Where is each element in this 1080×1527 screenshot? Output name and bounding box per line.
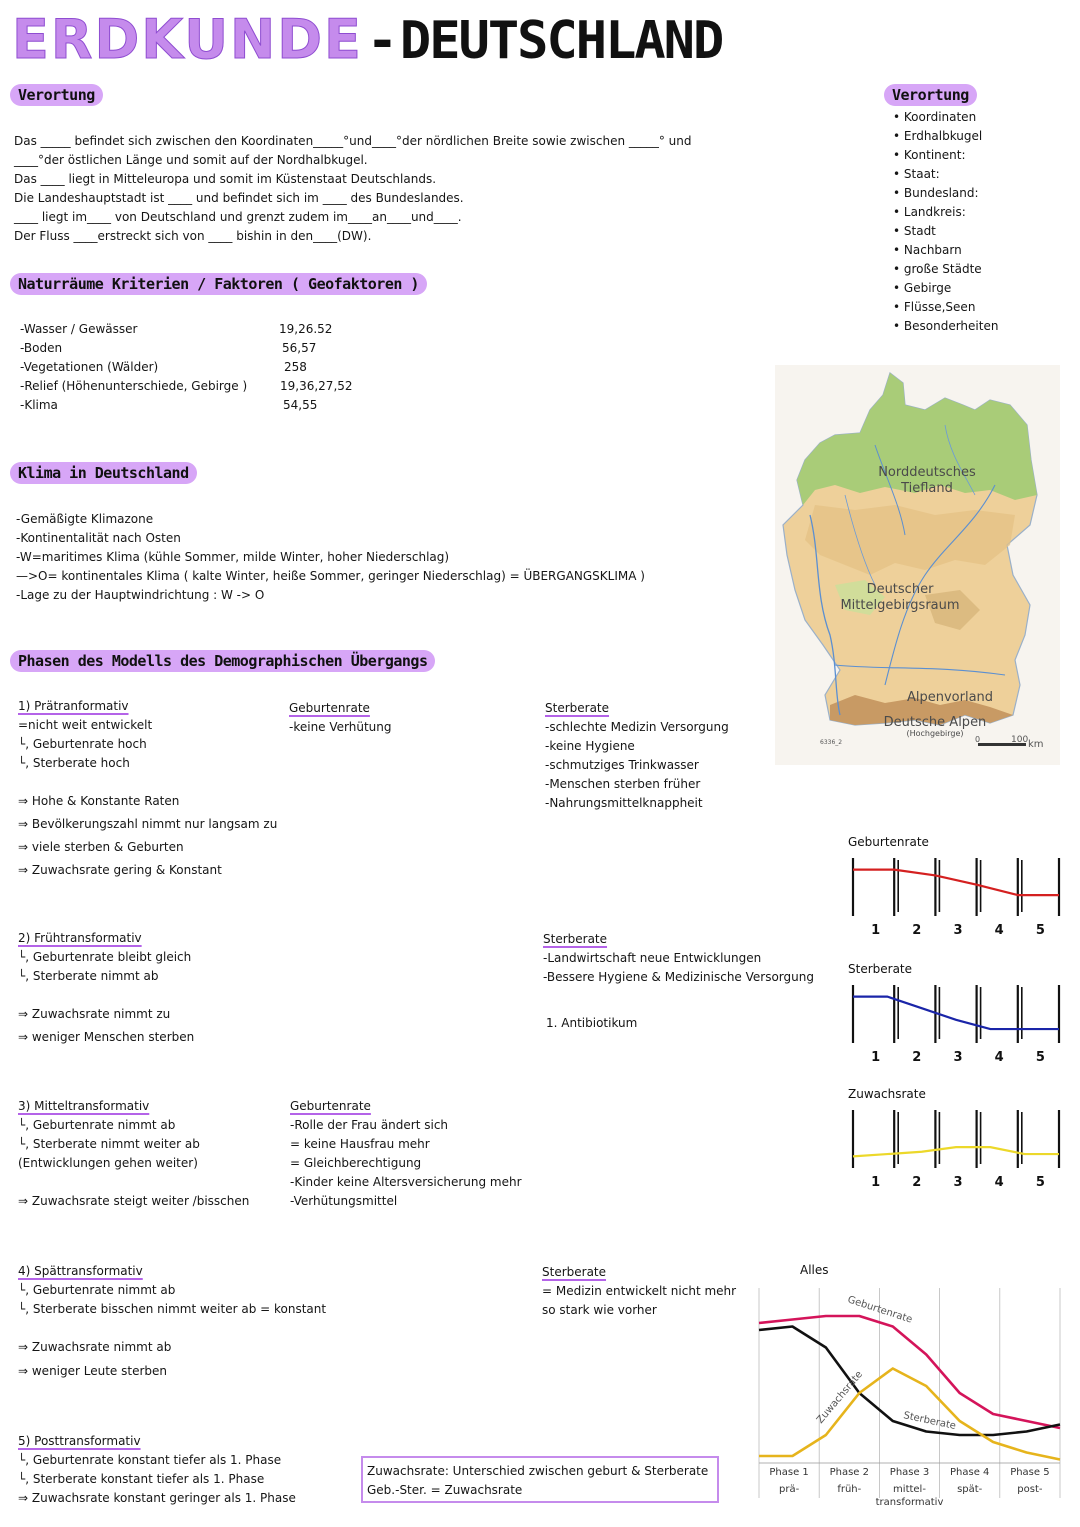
phase-1-st: -schlechte Medizin Versorgung bbox=[545, 720, 729, 734]
verortung-checklist-heading: Verortung bbox=[884, 84, 977, 106]
phase-tick-label: 2 bbox=[912, 923, 922, 938]
phase-1-st-heading: Sterberate bbox=[545, 701, 610, 715]
chart-title: Zuwachsrate bbox=[848, 1087, 926, 1101]
phase-2-left: └, Geburtenrate bleibt gleich bbox=[18, 950, 192, 964]
phase-2-st-extra: 1. Antibiotikum bbox=[546, 1016, 638, 1030]
map-label-mittelgebirgsraum: Mittelgebirgsraum bbox=[840, 598, 960, 613]
map-scale-zero: 0 bbox=[975, 735, 981, 744]
map-scale-unit: km bbox=[1028, 739, 1044, 750]
chart-alles-svg bbox=[755, 1258, 1065, 1516]
checklist-item: • Flüsse,Seen bbox=[893, 300, 976, 314]
phase-1-left: └, Geburtenrate hoch bbox=[18, 737, 147, 751]
chart-title: Sterberate bbox=[848, 962, 913, 976]
naturraeume-pages: 56,57 bbox=[282, 341, 317, 355]
klima-line: -W=maritimes Klima (kühle Sommer, milde Winter, hoher Niederschlag) bbox=[16, 550, 450, 564]
phase-1-st: -schmutziges Trinkwasser bbox=[545, 758, 699, 772]
klima-heading: Klima in Deutschland bbox=[10, 462, 197, 484]
phase-tick-label: 5 bbox=[1035, 1050, 1045, 1065]
phase-3-geb: = Gleichberechtigung bbox=[290, 1156, 422, 1170]
phase-3-geb: -Rolle der Frau ändert sich bbox=[290, 1118, 449, 1132]
phase-tick-label: 2 bbox=[912, 1050, 922, 1065]
klima-line: —>O= kontinentales Klima ( kalte Winter, heiße Sommer, geringer Niederschlag) = ÜBERGANGSKLIMA ) bbox=[16, 569, 645, 583]
phase-1-title: 1) Prätranformativ bbox=[18, 699, 129, 713]
phase-3-geb: -Kinder keine Altersversicherung mehr bbox=[290, 1175, 522, 1189]
naturraeume-pages: 19,36,27,52 bbox=[280, 379, 353, 393]
klima-line: -Lage zu der Hauptwindrichtung : W -> O bbox=[16, 588, 265, 602]
series-line bbox=[853, 997, 1059, 1029]
naturraeume-pages: 19,26.52 bbox=[279, 322, 333, 336]
phase-3-arrow: ⇒ Zuwachsrate steigt weiter /bisschen bbox=[18, 1194, 250, 1208]
chart-geburtenrate-svg bbox=[845, 830, 1075, 940]
phase-1-st: -Menschen sterben früher bbox=[545, 777, 701, 791]
phase-label: Phase 1 bbox=[769, 1467, 809, 1478]
checklist-item: • Bundesland: bbox=[893, 186, 979, 200]
series-line bbox=[853, 870, 1059, 896]
phase-label: Phase 3 bbox=[889, 1467, 930, 1478]
phase-2-st: -Bessere Hygiene & Medizinische Versorgung bbox=[543, 970, 814, 984]
title-erdkunde: ERDKUNDE bbox=[12, 8, 363, 71]
phase-3-geb: -Verhütungsmittel bbox=[290, 1194, 398, 1208]
verortung-line: Die Landeshauptstadt ist ____ und befindet sich im ____ des Bundeslandes. bbox=[14, 191, 464, 205]
phase-tick-label: 5 bbox=[1035, 923, 1045, 938]
map-label-deutsche-alpen: Deutsche Alpen bbox=[883, 715, 987, 730]
phase-tick-label: 3 bbox=[953, 1050, 963, 1065]
phase-tick-label: 3 bbox=[953, 923, 963, 938]
title-dash: - bbox=[366, 11, 397, 71]
phase-4-arrow: ⇒ weniger Leute sterben bbox=[18, 1364, 167, 1378]
chart-sterberate bbox=[845, 957, 1075, 1067]
checklist-item: • Nachbarn bbox=[893, 243, 962, 257]
klima-line: -Kontinentalität nach Osten bbox=[16, 531, 181, 545]
checklist-item: • Stadt bbox=[893, 224, 936, 238]
checklist-item: • Landkreis: bbox=[893, 205, 966, 219]
naturraeume-pages: 258 bbox=[284, 360, 307, 374]
map-label-norddeutsches: Norddeutsches bbox=[878, 465, 976, 480]
phase-label: Phase 4 bbox=[949, 1467, 990, 1478]
phase-1-arrow: ⇒ Bevölkerungszahl nimmt nur langsam zu bbox=[18, 817, 278, 831]
checklist-item: • Erdhalbkugel bbox=[893, 129, 983, 143]
phase-tick-label: 1 bbox=[871, 1175, 881, 1190]
phase-tick-label: 5 bbox=[1035, 1175, 1045, 1190]
checklist-item: • Besonderheiten bbox=[893, 319, 999, 333]
map-label-hochgebirge: (Hochgebirge) bbox=[906, 729, 964, 738]
checklist-item: • Kontinent: bbox=[893, 148, 966, 162]
phase-1-geb: -keine Verhütung bbox=[289, 720, 392, 734]
map-svg bbox=[775, 365, 1060, 765]
phase-tick-label: 4 bbox=[994, 1175, 1004, 1190]
naturraeume-heading: Naturräume Kriterien / Faktoren ( Geofaktoren ) bbox=[10, 273, 427, 295]
phase-1-left: =nicht weit entwickelt bbox=[18, 718, 153, 732]
series-label-geburtenrate: Geburtenrate bbox=[846, 1294, 914, 1326]
phase-sublabel: früh- bbox=[837, 1484, 862, 1495]
phase-5-left: └, Sterberate konstant tiefer als 1. Phase bbox=[18, 1472, 265, 1486]
phasen-heading: Phasen des Modells des Demographischen Übergangs bbox=[10, 650, 435, 672]
phase-2-title: 2) Frühtransformativ bbox=[18, 931, 142, 945]
map-label-tiefland: Tiefland bbox=[901, 481, 953, 496]
checklist-item: • Gebirge bbox=[893, 281, 952, 295]
chart-zuwachsrate-svg bbox=[845, 1082, 1075, 1192]
phase-tick-label: 4 bbox=[994, 1050, 1004, 1065]
phase-4-left: └, Sterberate bisschen nimmt weiter ab = konstant bbox=[18, 1302, 327, 1316]
naturraeume-label: -Relief (Höhenunterschiede, Gebirge ) bbox=[20, 379, 248, 393]
chart-title: Alles bbox=[800, 1263, 829, 1277]
phase-4-left: └, Geburtenrate nimmt ab bbox=[18, 1283, 176, 1297]
phase-3-geb-heading: Geburtenrate bbox=[290, 1099, 371, 1113]
definition-line: Geb.-Ster. = Zuwachsrate bbox=[367, 1483, 523, 1497]
phase-sublabel: post- bbox=[1017, 1484, 1043, 1495]
phase-1-st: -Nahrungsmittelknappheit bbox=[545, 796, 703, 810]
phase-sublabel: spät- bbox=[957, 1484, 983, 1495]
phase-3-left: └, Sterberate nimmt weiter ab bbox=[18, 1137, 200, 1151]
phase-3-left: (Entwicklungen gehen weiter) bbox=[18, 1156, 198, 1170]
map-label-deutscher: Deutscher bbox=[866, 582, 934, 597]
phase-tick-label: 1 bbox=[871, 1050, 881, 1065]
map-label-alpenvorland: Alpenvorland bbox=[906, 690, 994, 705]
phase-1-arrow: ⇒ Zuwachsrate gering & Konstant bbox=[18, 863, 222, 877]
phase-tick-label: 1 bbox=[871, 923, 881, 938]
naturraeume-label: -Klima bbox=[20, 398, 58, 412]
phase-2-st: -Landwirtschaft neue Entwicklungen bbox=[543, 951, 762, 965]
checklist-item: • große Städte bbox=[893, 262, 982, 276]
chart-alles bbox=[755, 1258, 1065, 1516]
phase-4-arrow: ⇒ Zuwachsrate nimmt ab bbox=[18, 1340, 172, 1354]
phase-5-left: └, Geburtenrate konstant tiefer als 1. Phase bbox=[18, 1453, 282, 1467]
phase-5-left: ⇒ Zuwachsrate konstant geringer als 1. Phase bbox=[18, 1491, 296, 1505]
phase-tick-label: 4 bbox=[994, 923, 1004, 938]
phase-sublabel: mittel- bbox=[893, 1484, 926, 1495]
phase-3-title: 3) Mitteltransformativ bbox=[18, 1099, 150, 1113]
phase-3-left: └, Geburtenrate nimmt ab bbox=[18, 1118, 176, 1132]
map-code: 6336_2 bbox=[820, 739, 843, 746]
page-title bbox=[12, 8, 722, 74]
germany-relief-map bbox=[775, 365, 1060, 765]
definition-line: Zuwachsrate: Unterschied zwischen geburt & Sterberate bbox=[367, 1464, 709, 1478]
verortung-line: Das ____ liegt in Mitteleuropa und somit im Küstenstaat Deutschlands. bbox=[14, 172, 437, 186]
phase-sublabel: prä- bbox=[778, 1484, 800, 1495]
verortung-line: ____°der östlichen Länge und somit auf der Nordhalbkugel. bbox=[14, 153, 368, 167]
verortung-line: Der Fluss ____erstreckt sich von ____ bishin in den____(DW). bbox=[14, 229, 372, 243]
phase-3-geb: = keine Hausfrau mehr bbox=[290, 1137, 430, 1151]
series-label-zuwachsrate: Zuwachsrate bbox=[814, 1369, 865, 1426]
phase-label: Phase 2 bbox=[829, 1467, 870, 1478]
series-line bbox=[853, 1147, 1059, 1156]
chart-geburtenrate bbox=[845, 830, 1075, 940]
phase-2-left: └, Sterberate nimmt ab bbox=[18, 969, 159, 983]
title-deutschland: DEUTSCHLAND bbox=[399, 11, 723, 71]
phase-4-title: 4) Spättransformativ bbox=[18, 1264, 143, 1278]
map-scale-value: 100 bbox=[1011, 735, 1029, 745]
phase-2-arrow: ⇒ Zuwachsrate nimmt zu bbox=[18, 1007, 171, 1021]
phase-tick-label: 2 bbox=[912, 1175, 922, 1190]
phase-2-arrow: ⇒ weniger Menschen sterben bbox=[18, 1030, 195, 1044]
phase-label: Phase 5 bbox=[1010, 1467, 1050, 1478]
naturraeume-label: -Boden bbox=[20, 341, 63, 355]
verortung-line: Das _____ befindet sich zwischen den Koordinaten_____°und____°der nördlichen Breite sowie zwischen _____° und bbox=[14, 134, 692, 148]
chart-sterberate-svg bbox=[845, 957, 1075, 1067]
phase-1-arrow: ⇒ Hohe & Konstante Raten bbox=[18, 794, 180, 808]
naturraeume-label: -Vegetationen (Wälder) bbox=[20, 360, 159, 374]
phase-4-st: = Medizin entwickelt nicht mehr bbox=[542, 1284, 737, 1298]
phase-tick-label: 3 bbox=[953, 1175, 963, 1190]
phase-4-st-heading: Sterberate bbox=[542, 1265, 607, 1279]
naturraeume-label: -Wasser / Gewässer bbox=[20, 322, 138, 336]
phase-1-geb-heading: Geburtenrate bbox=[289, 701, 370, 715]
verortung-heading: Verortung bbox=[10, 84, 103, 106]
phase-1-st: -keine Hygiene bbox=[545, 739, 635, 753]
phase-4-st: so stark wie vorher bbox=[542, 1303, 657, 1317]
klima-line: -Gemäßigte Klimazone bbox=[16, 512, 154, 526]
phase-5-title: 5) Posttransformativ bbox=[18, 1434, 141, 1448]
phase-1-arrow: ⇒ viele sterben & Geburten bbox=[18, 840, 184, 854]
series-label-sterberate: Sterberate bbox=[902, 1410, 957, 1433]
phase-2-st-heading: Sterberate bbox=[543, 932, 608, 946]
phase-1-left: └, Sterberate hoch bbox=[18, 756, 130, 770]
chart-zuwachsrate bbox=[845, 1082, 1075, 1192]
verortung-line: ____ liegt im____ von Deutschland und grenzt zudem im____an____und____. bbox=[14, 210, 462, 224]
definition-box bbox=[361, 1456, 719, 1503]
checklist-item: • Koordinaten bbox=[893, 110, 977, 124]
naturraeume-pages: 54,55 bbox=[283, 398, 318, 412]
checklist-item: • Staat: bbox=[893, 167, 940, 181]
chart-title: Geburtenrate bbox=[848, 835, 929, 849]
phase-sublabel: transformativ bbox=[875, 1497, 944, 1508]
